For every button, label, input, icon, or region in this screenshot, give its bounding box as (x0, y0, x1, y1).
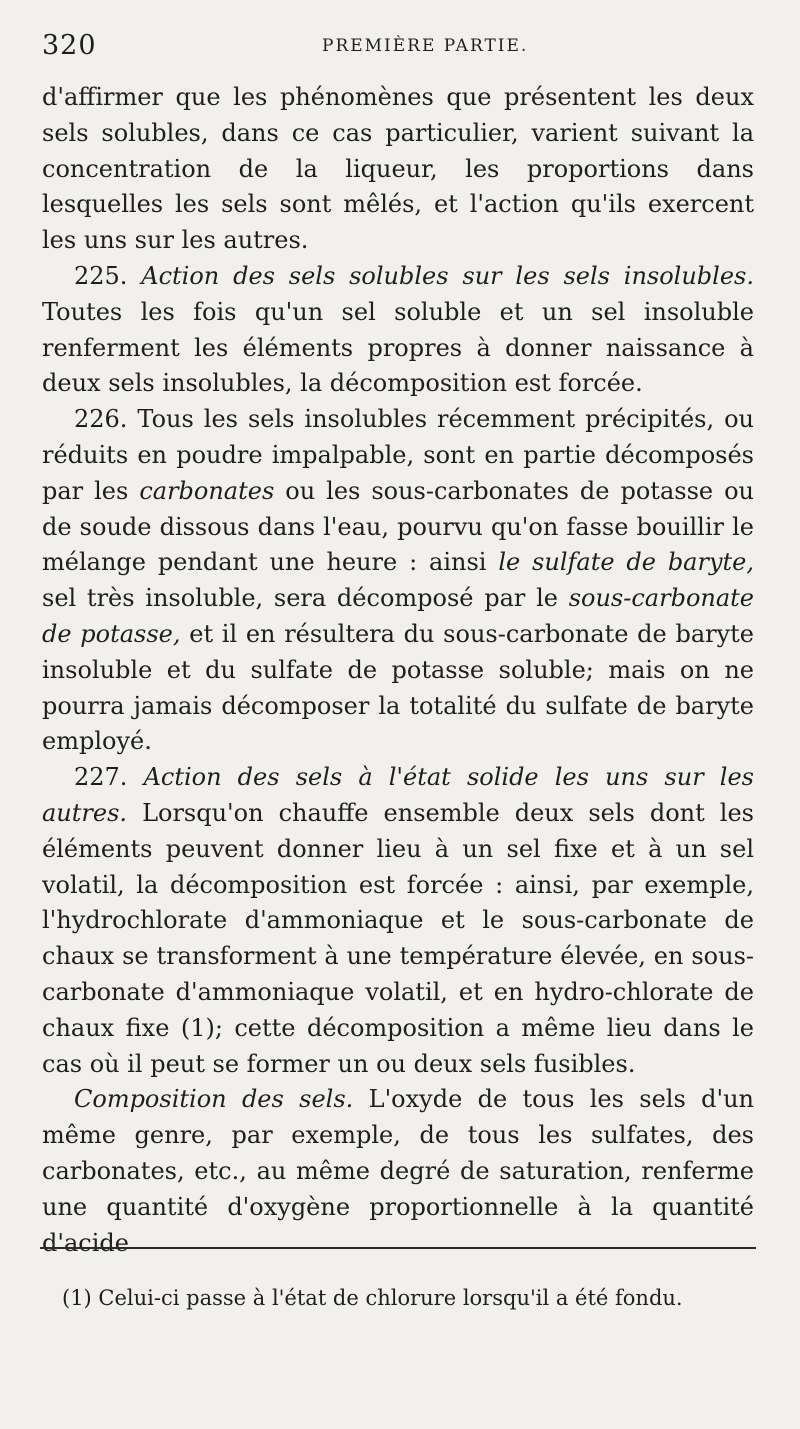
section-heading: Composition des sels. (74, 1085, 354, 1114)
italic-term: le sulfate de baryte, (498, 548, 755, 577)
section-number: 227. (74, 763, 128, 792)
italic-term: sous-carbonate de potasse, (42, 584, 754, 648)
paragraph-composition (42, 1082, 754, 1261)
section-heading: Action des sels à l'état solide les uns sur les autres. (42, 763, 754, 827)
paragraph-text: et il en résultera du sous-carbonate de baryte insoluble et du sulfate de potasse soluble; mais on ne pourra jamais décomposer la totalité du sulfate de baryte employé. (42, 619, 755, 756)
page-number: 320 (42, 30, 97, 61)
paragraph-text: sel très insoluble, sera décomposé par le (42, 584, 558, 613)
paragraph-continuation: d'affirmer que les phénomènes que présentent les deux sels solubles, dans ce cas particulier, varient suivant la concentration de la liqueur, les proportions dans lesquelles les sels sont mêlés, et l'action qu'ils exercent les uns sur les autres. (42, 83, 754, 255)
italic-term: carbonates (139, 476, 275, 505)
paragraph-text: Tous les sels insolubles récemment précipités, ou réduits en poudre impalpable, sont en partie décomposés par les (42, 405, 754, 505)
section-heading: Action des sels solubles sur les sels insolubles. (141, 261, 754, 290)
paragraph-text: Lorsqu'on chauffe ensemble deux sels dont les éléments peuvent donner lieu à un sel fixe et à un sel volatil, la décomposition est forcée : ainsi, par exemple, l'hydrochlorate d'ammoniaque et le sous-carbonate de chaux se transforment à une température élevée, en sous-carbonate d'ammoniaque volatil, et en hydro-chlorate de chaux fixe (1); cette décomposition a même lieu dans le cas où il peut se former un ou deux sels fusibles. (42, 798, 754, 1078)
running-title: PREMIÈRE PARTIE. (322, 36, 529, 56)
paragraph-227 (42, 760, 754, 1082)
paragraph-225 (42, 259, 754, 402)
body-text (42, 80, 754, 1261)
section-number: 226. (74, 405, 128, 434)
page-header (42, 30, 758, 64)
paragraph-226 (42, 402, 754, 760)
paragraph-text: ou les sous-carbonates de potasse ou de soude dissous dans l'eau, pourvu qu'on fasse bouillir le mélange pendant une heure : ainsi (42, 476, 754, 577)
paragraph-text: Toutes les fois qu'un sel soluble et un sel insoluble renferment les éléments propres à donner naissance à deux sels insolubles, la décomposition est forcée. (42, 297, 754, 398)
section-number: 225. (74, 261, 128, 290)
paragraph-text: L'oxyde de tous les sels d'un même genre, par exemple, de tous les sulfates, des carbonates, etc., au même degré de saturation, renferme une quantité d'oxygène proportionnelle à la quantité d'acide (42, 1085, 754, 1257)
footnote: (1) Celui-ci passe à l'état de chlorure lorsqu'il a été fondu. (62, 1286, 683, 1310)
footnote-divider (40, 1247, 756, 1249)
